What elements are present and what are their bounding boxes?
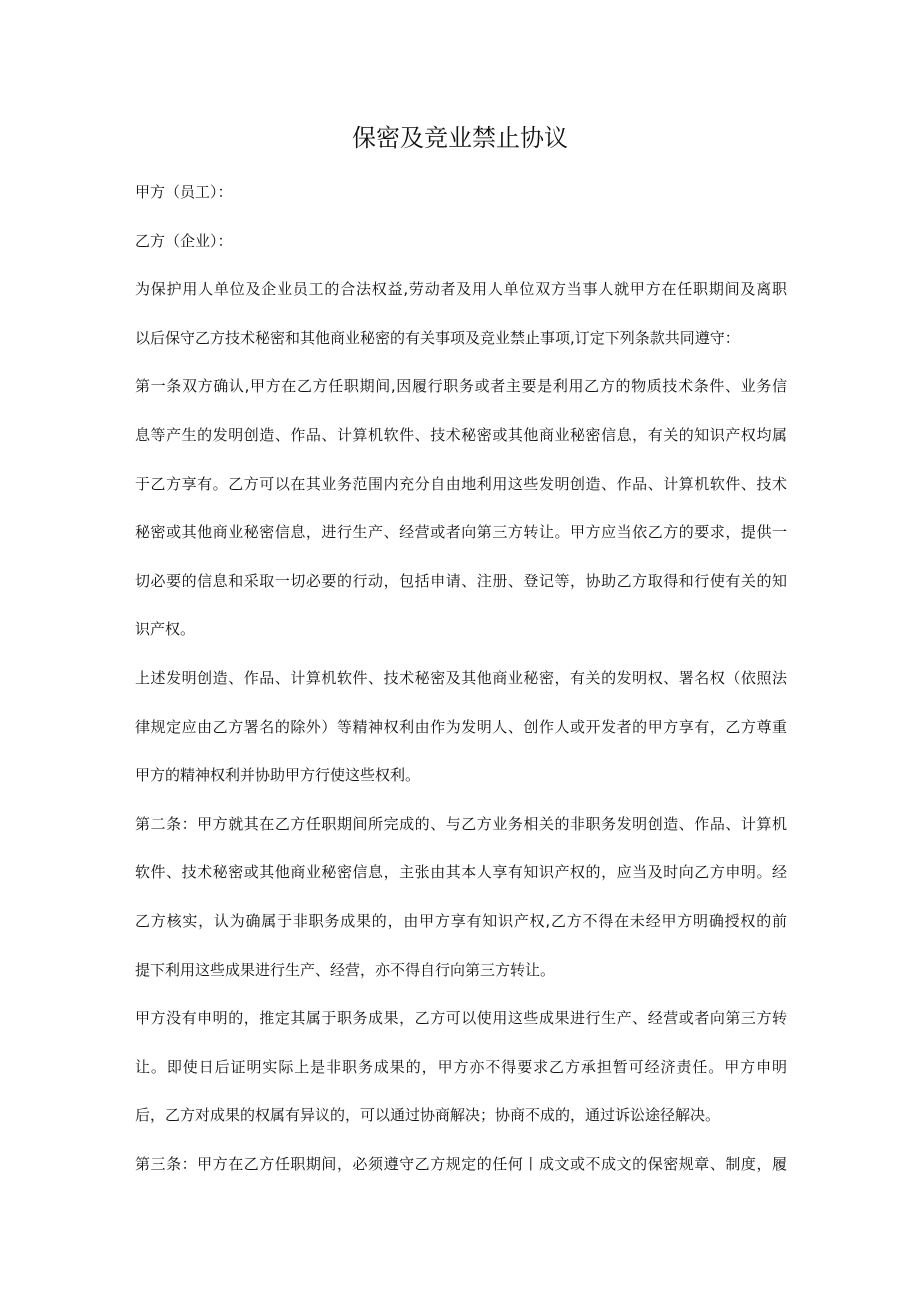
article-2-line: 第二条：甲方就其在乙方任职期间所完成的、与乙方业务相关的非职务发明创造、作品、计算机 [135, 814, 787, 833]
article-1-line: 第一条双方确认,甲方在乙方任职期间,因履行职务或者主要是利用乙方的物质技术条件、业务信 [135, 377, 787, 396]
article-2-line: 提下利用这些成果进行生产、经营，亦不得自行向第三方转让。 [135, 960, 556, 979]
preamble-line: 以后保守乙方技术秘密和其他商业秘密的有关事项及竞业禁止事项,订定下列条款共同遵守： [135, 328, 740, 347]
undeclared-results-line: 后，乙方对成果的权属有异议的，可以通过协商解决；协商不成的，通过诉讼途径解决。 [135, 1106, 721, 1125]
article-2-line: 乙方核实，认为确属于非职务成果的，由甲方享有知识产权,乙方不得在未经甲方明确授权的前 [135, 911, 787, 930]
party-b-line: 乙方（企业）： [135, 231, 233, 250]
undeclared-results-line: 甲方没有申明的，推定其属于职务成果，乙方可以使用这些成果进行生产、经营或者向第三方转 [135, 1009, 787, 1028]
article-1-line: 切必要的信息和采取一切必要的行动，包括申请、注册、登记等，协助乙方取得和行使有关的知 [135, 571, 787, 590]
article-1-line: 于乙方享有。乙方可以在其业务范围内充分自由地利用这些发明创造、作品、计算机软件、技术 [135, 474, 787, 493]
moral-rights-line: 上述发明创造、作品、计算机软件、技术秘密及其他商业秘密，有关的发明权、署名权（依照法 [135, 668, 787, 687]
article-3-line: 第三条：甲方在乙方任职期间，必须遵守乙方规定的任何丨成文或不成文的保密规章、制度，履 [135, 1154, 787, 1173]
article-2-line: 软件、技术秘密或其他商业秘密信息，主张由其本人享有知识产权的，应当及时向乙方申明。经 [135, 863, 787, 882]
undeclared-results-line: 让。即使日后证明实际上是非职务成果的，甲方亦不得要求乙方承担暂可经济责任。甲方申明 [135, 1057, 787, 1076]
article-1-line: 息等产生的发明创造、作品、计算机软件、技术秘密或其他商业秘密信息，有关的知识产权均属 [135, 425, 787, 444]
article-1-line: 秘密或其他商业秘密信息，进行生产、经营或者向第三方转让。甲方应当依乙方的要求，提供一 [135, 523, 787, 542]
article-1-line: 识产权。 [135, 620, 196, 639]
moral-rights-line: 甲方的精神权利并协助甲方行使这些权利。 [135, 766, 421, 785]
moral-rights-line: 律规定应由乙方署名的除外）等精神权利由作为发明人、创作人或开发者的甲方享有，乙方尊重 [135, 717, 787, 736]
party-a-line: 甲方（员工）： [135, 183, 233, 201]
document-body [135, 168, 787, 1188]
document-title: 保密及竞业禁止协议 [352, 124, 568, 152]
preamble-line: 为保护用人单位及企业员工的合法权益,劳动者及用人单位双方当事人就甲方在任职期间及离职 [135, 280, 787, 299]
